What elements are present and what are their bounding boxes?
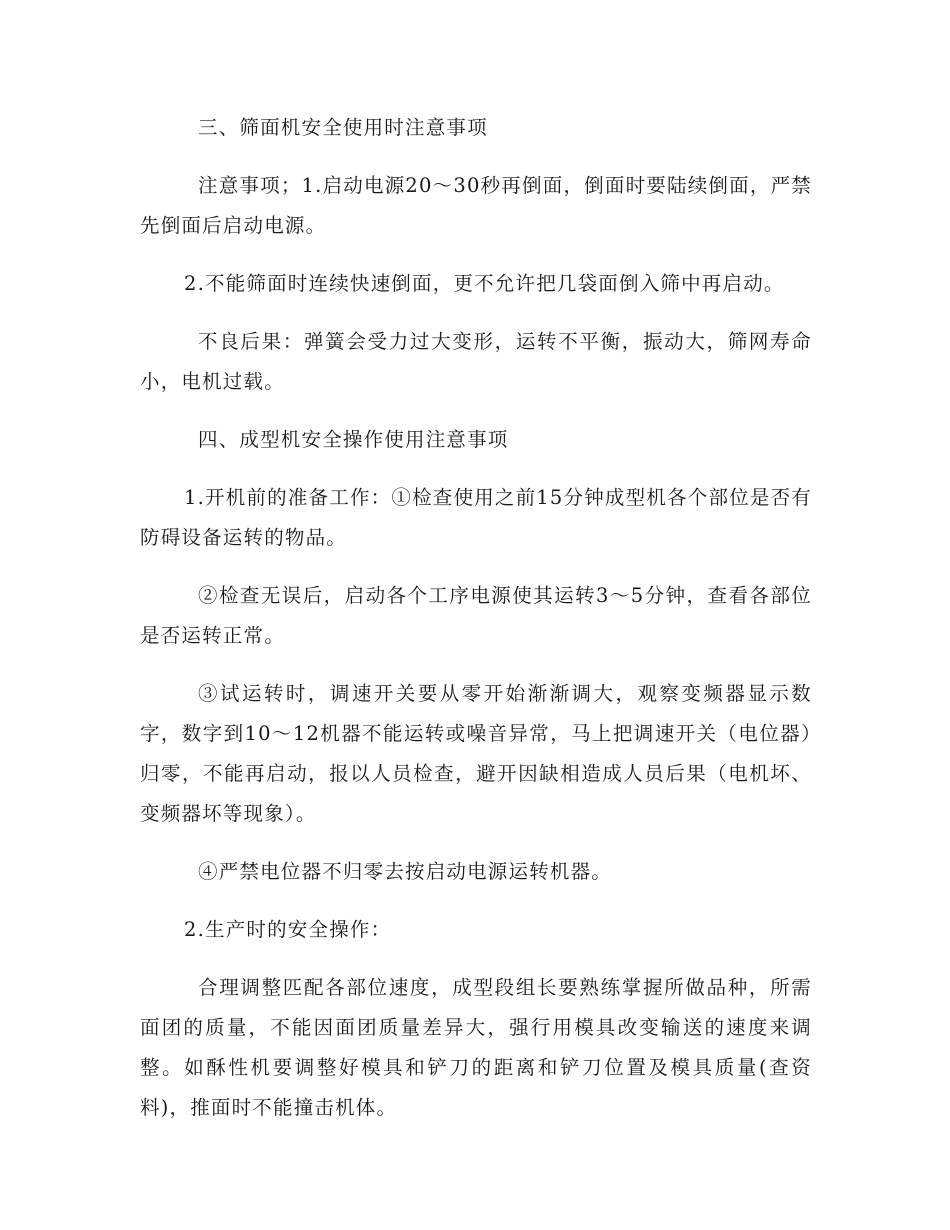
paragraph-production-body: 合理调整匹配各部位速度，成型段组长要熟练掌握所做品种，所需面团的质量，不能因面团质量差异大，强行用模具改变输送的速度来调整。如酥性机要调整好模具和铲刀的距离和铲刀位置及模具质量(查资料)，推面时不能撞击机体。 [140,976,812,1119]
section-heading-forming-machine: 四、成型机安全操作使用注意事项 [198,428,509,451]
paragraph-sieve-notes: 注意事项；1.启动电源20～30秒再倒面，倒面时要陆续倒面，严禁先倒面后启动电源。 [140,174,812,237]
paragraph-sieve-consequence: 不良后果：弹簧会受力过大变形，运转不平衡，振动大，筛网寿命小，电机过载。 [140,330,812,393]
document-body [140,108,812,1146]
section-heading-sieve-machine: 三、筛面机安全使用时注意事项 [198,116,488,139]
paragraph-preparation-2: ②检查无误后，启动各个工序电源使其运转3～5分钟，查看各部位是否运转正常。 [140,584,812,647]
paragraph-preparation-4: ④严禁电位器不归零去按启动电源运转机器。 [198,860,613,883]
paragraph-preparation-3: ③试运转时，调速开关要从零开始渐渐调大，观察变频器显示数字，数字到10～12机器不能运转或噪音异常，马上把调速开关（电位器）归零，不能再启动，报以人员检查，避开因缺相造成人员后果（电机坏、变频器坏等现象）。 [140,682,812,825]
paragraph-preparation-1: 1.开机前的准备工作：①检查使用之前15分钟成型机各个部位是否有防碍设备运转的物品。 [140,486,812,549]
paragraph-production-heading: 2.生产时的安全操作： [184,918,392,941]
paragraph-sieve-note-2: 2.不能筛面时连续快速倒面，更不允许把几袋面倒入筛中再启动。 [184,272,785,295]
